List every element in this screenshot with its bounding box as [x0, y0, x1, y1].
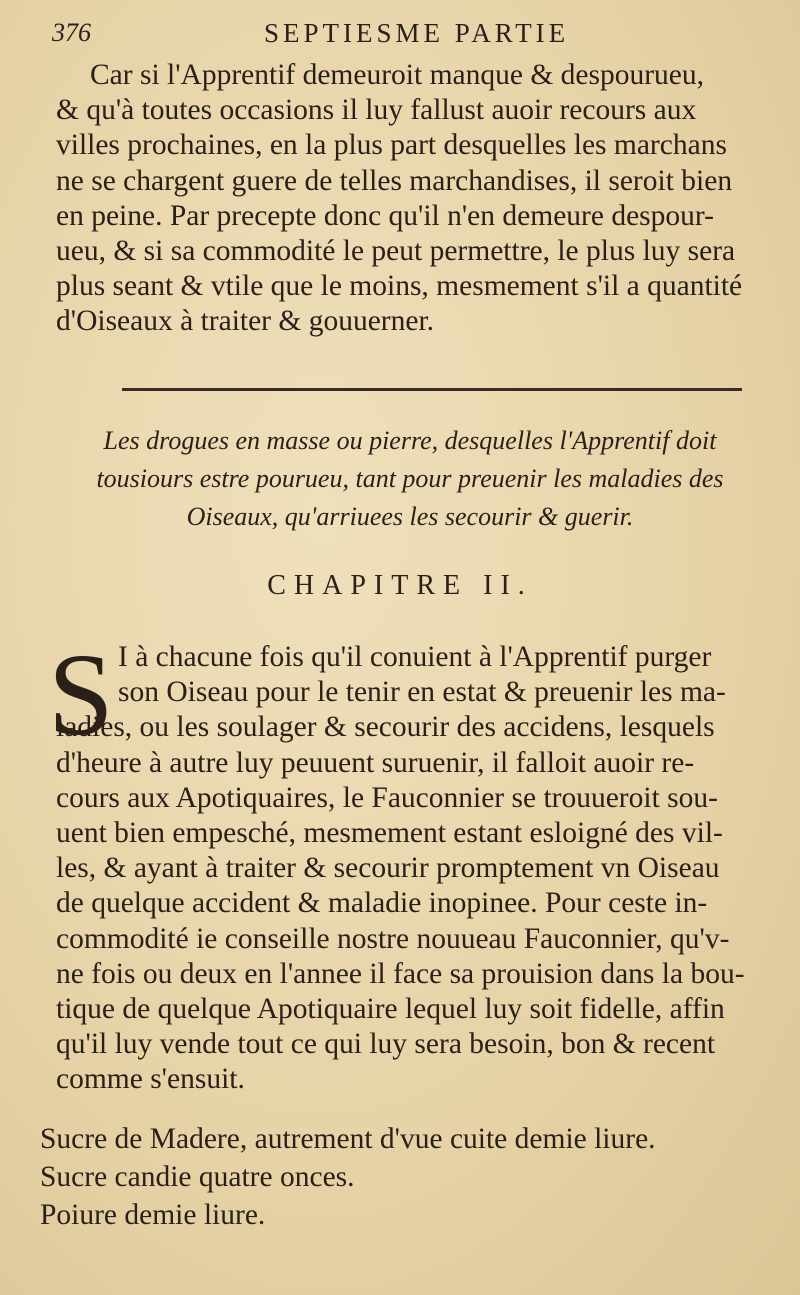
text-line: ladies, ou les soulager & secourir des accidens, lesquels	[56, 711, 715, 744]
summary-line: Les drogues en masse ou pierre, desquelles l'Apprentif doit	[103, 426, 717, 455]
chapter-heading: CHAPITRE II.	[267, 570, 533, 601]
text-line: de quelque accident & maladie inopinee. Pour ceste in-	[56, 887, 708, 920]
list-item: Sucre de Madere, autrement d'vue cuite demie liure.	[40, 1123, 656, 1155]
text-line: Car si l'Apprentif demeuroit manque & despourueu,	[90, 59, 705, 91]
text-line: uent bien empesché, mesmement estant esloigné des vil-	[56, 817, 723, 850]
page-header	[52, 18, 742, 54]
text-line: d'heure à autre luy peuuent suruenir, il falloit auoir re-	[56, 746, 695, 779]
text-line: plus seant & vtile que le moins, mesmement s'il a quantité	[56, 270, 743, 303]
text-line: tique de quelque Apotiquaire lequel luy soit fidelle, affin	[56, 993, 725, 1026]
text-line: & qu'à toutes occasions il luy fallust auoir recours aux	[56, 94, 697, 127]
text-line: d'Oiseaux à traiter & gouuerner.	[56, 305, 435, 338]
text-line: ne fois ou deux en l'annee il face sa prouision dans la bou-	[56, 957, 745, 990]
text-line: comme s'ensuit.	[56, 1063, 245, 1096]
text-line: les, & ayant à traiter & secourir promptement vn Oiseau	[56, 852, 720, 885]
text-line: villes prochaines, en la plus part desquelles les marchans	[56, 129, 727, 162]
summary-line: Oiseaux, qu'arriuees les secourir & guerir.	[186, 502, 634, 531]
text-line: commodité ie conseille nostre nouueau Fauconnier, qu'v-	[56, 922, 730, 955]
text-line: ne se chargent guere de telles marchandises, il seroit bien	[56, 164, 733, 197]
paragraph-continuation	[56, 58, 756, 340]
text-line: en peine. Par precepte donc qu'il n'en demeure despour-	[56, 199, 714, 232]
text-line: qu'il luy vende tout ce qui luy sera besoin, bon & recent	[56, 1028, 716, 1061]
ingredient-list	[40, 1120, 656, 1234]
summary-line: tousiours estre pourueu, tant pour preuenir les maladies des	[96, 464, 724, 493]
text-line: I à chacune fois qu'il conuient à l'Apprentif purger	[118, 641, 712, 673]
chapter-summary	[60, 422, 760, 536]
running-title: SEPTIESME PARTIE	[264, 18, 570, 48]
text-line: son Oiseau pour le tenir en estat & preuenir les ma-	[118, 676, 726, 709]
text-line: ueu, & si sa commodité le peut permettre, le plus luy sera	[56, 235, 736, 268]
list-item: Poiure demie liure.	[40, 1199, 266, 1231]
list-item: Sucre candie quatre onces.	[40, 1161, 355, 1193]
chapter-paragraph	[48, 629, 756, 1098]
page-number: 376	[52, 18, 91, 47]
text-line: cours aux Apotiquaires, le Fauconnier se trouueroit sou-	[56, 781, 718, 814]
section-divider	[122, 388, 742, 391]
drop-cap: S	[48, 629, 114, 760]
